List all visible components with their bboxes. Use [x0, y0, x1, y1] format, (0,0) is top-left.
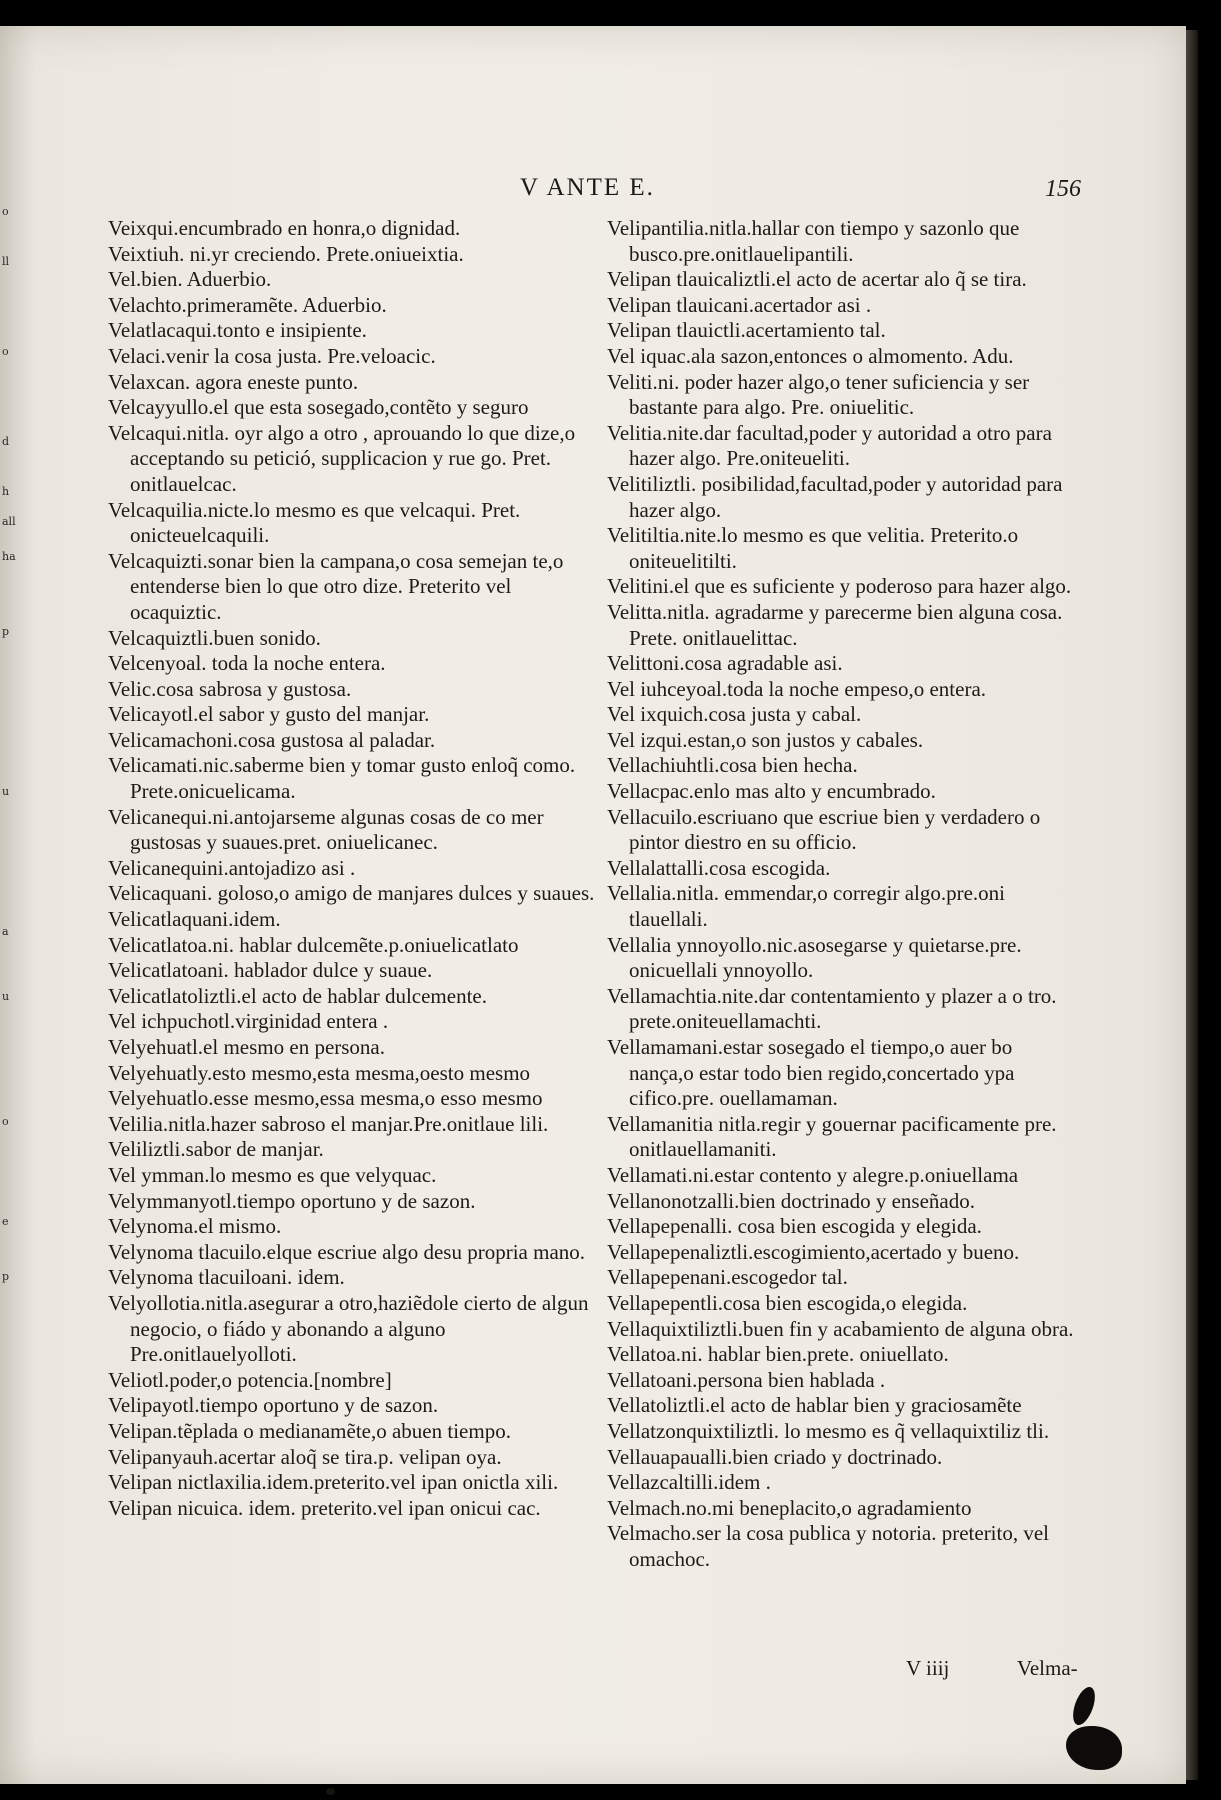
dictionary-entry: Velittoni.cosa agradable asi. [607, 651, 843, 676]
dictionary-entry: Vellazcaltilli.idem . [607, 1470, 771, 1495]
dictionary-entry: Vellatzonquixtiliztli. lo mesmo es q̃ vellaquixtiliz tli. [607, 1418, 1050, 1443]
bleed-fragment: u [2, 990, 10, 1003]
dictionary-entry: Velaci.venir la cosa justa. Pre.veloacic. [108, 343, 436, 368]
dictionary-entry: Vellalattalli.cosa escogida. [607, 855, 831, 880]
bleed-fragment: o [2, 1115, 9, 1128]
dictionary-entry: Vellamamani.estar sosegado el tiempo,o auer bo nança,o estar todo bien regido,concertado ypa cifico.pre. ouellamaman. [607, 1035, 1015, 1111]
bleed-fragment: all [2, 515, 16, 528]
dictionary-entry: Vel iuhceyoal.toda la noche empeso,o entera. [607, 676, 987, 701]
running-title: V ANTE E. [520, 174, 655, 201]
dictionary-entry: Vellamanitia nitla.regir y gouernar pacificamente pre. onitlauellamaniti. [607, 1111, 1057, 1162]
dictionary-entry: Velicatlaquani.idem. [108, 907, 281, 932]
bleed-fragment: p [2, 625, 10, 638]
dictionary-entry: Velitta.nitla. agradarme y parecerme bien alguna cosa. Prete. onitlauelittac. [607, 599, 1063, 650]
dictionary-entry: Velcaquiztli.buen sonido. [108, 625, 321, 650]
bleed-fragment: p [2, 1270, 10, 1283]
page-edge-shadow [1186, 30, 1198, 1780]
dictionary-entry: Velicamachoni.cosa gustosa al paladar. [108, 727, 436, 752]
dictionary-entry: Velicayotl.el sabor y gusto del manjar. [108, 702, 430, 727]
dictionary-entry: Vellatoliztli.el acto de hablar bien y graciosamẽte [607, 1393, 1022, 1418]
bleed-fragment: e [2, 1215, 9, 1228]
dictionary-entry: Velicatlatoliztli.el acto de hablar dulcemente. [108, 983, 487, 1008]
dictionary-entry: Velyehuatlo.esse mesmo,essa mesma,o esso mesmo [108, 1086, 543, 1111]
dictionary-entry: Vellatoani.persona bien hablada . [607, 1367, 886, 1392]
dictionary-entry: Velynoma tlacuiloani. idem. [108, 1265, 345, 1290]
dictionary-entry: Vellapepenaliztli.escogimiento,acertado y bueno. [607, 1239, 1020, 1264]
dictionary-entry: Velipan tlauicaliztli.el acto de acertar alo q̃ se tira. [607, 267, 1027, 292]
bleed-fragment: u [2, 785, 10, 798]
dictionary-entry: Velcaqui.nitla. oyr algo a otro , aprouando lo que dize,o acceptando su petició, supplicacion y rue go. Pret. onitlauelcac. [108, 420, 576, 496]
dictionary-entry: Velyehuatly.esto mesmo,esta mesma,oesto mesmo [108, 1060, 531, 1085]
dictionary-entry: Velcaquilia.nicte.lo mesmo es que velcaqui. Pret. onicteuelcaquili. [108, 497, 521, 548]
dictionary-entry: Vellaquixtiliztli.buen fin y acabamiento de alguna obra. [607, 1316, 1074, 1341]
dictionary-entry: Velymmanyotl.tiempo oportuno y de sazon. [108, 1188, 476, 1213]
dictionary-entry: Velipanyauh.acertar aloq̃ se tira.p. velipan oya. [108, 1444, 502, 1469]
dictionary-entry: Velipan nictlaxilia.idem.preterito.vel ipan onictla xili. [108, 1470, 559, 1495]
dictionary-entry: Velicanequini.antojadizo asi . [108, 855, 356, 880]
dictionary-entry: Vel izqui.estan,o son justos y cabales. [607, 727, 924, 752]
left-column [108, 216, 598, 1521]
catchword: Velma- [1017, 1656, 1078, 1680]
dictionary-entry: Velynoma tlacuilo.elque escriue algo desu propria mano. [108, 1239, 586, 1264]
dictionary-entry: Vellapepenalli. cosa bien escogida y elegida. [607, 1214, 982, 1239]
dictionary-entry: Velmacho.ser la cosa publica y notoria. preterito, vel omachoc. [607, 1521, 1050, 1571]
dictionary-entry: Vel ixquich.cosa justa y cabal. [607, 702, 862, 727]
dictionary-entry: Velitiliztli. posibilidad,facultad,poder y autoridad para hazer algo. [607, 471, 1063, 522]
dictionary-entry: Velicaquani. goloso,o amigo de manjares dulces y suaues. [108, 881, 595, 906]
dictionary-entry: Veliotl.poder,o potencia.[nombre] [108, 1367, 392, 1392]
dictionary-entry: Velatlacaqui.tonto e insipiente. [108, 318, 367, 343]
bleed-fragment: h [2, 485, 10, 498]
dictionary-entry: Veixtiuh. ni.yr creciendo. Prete.oniueixtia. [108, 241, 464, 266]
dictionary-entry: Velcenyoal. toda la noche entera. [108, 651, 386, 676]
dictionary-entry: Velipantilia.nitla.hallar con tiempo y sazonlo que busco.pre.onitlauelipantili. [607, 216, 1020, 266]
dictionary-entry: Vellamachtia.nite.dar contentamiento y plazer a o tro. prete.oniteuellamachti. [607, 983, 1057, 1034]
dictionary-entry: Velipayotl.tiempo oportuno y de sazon. [108, 1393, 439, 1418]
dictionary-entry: Veliliztli.sabor de manjar. [108, 1137, 324, 1162]
dictionary-entry: Vellacpac.enlo mas alto y encumbrado. [607, 779, 936, 804]
dictionary-entry: Vel ymman.lo mesmo es que velyquac. [108, 1162, 437, 1187]
dictionary-entry: Velicamati.nic.saberme bien y tomar gusto enloq̃ como. Prete.onicuelicama. [108, 753, 576, 804]
dictionary-entry: Veixqui.encumbrado en honra,o dignidad. [108, 216, 461, 240]
dictionary-entry: Velic.cosa sabrosa y gustosa. [108, 676, 352, 701]
dictionary-entry: Vellamati.ni.estar contento y alegre.p.oniuellama [607, 1162, 1019, 1187]
dictionary-entry: Vel iquac.ala sazon,entonces o almomento. Adu. [607, 343, 1014, 368]
bleed-fragment: o [2, 205, 9, 218]
dictionary-entry: Vellalia.nitla. emmendar,o corregir algo.pre.oni tlauellali. [607, 881, 1006, 932]
dictionary-entry: Velaxcan. agora eneste punto. [108, 369, 359, 394]
dictionary-entry: Velicanequi.ni.antojarseme algunas cosas de co mer gustosas y suaues.pret. oniuelicanec. [108, 804, 544, 855]
bleed-fragment: ha [2, 550, 16, 563]
ink-stain [1069, 1684, 1100, 1728]
dictionary-entry: Velipan tlauicani.acertador asi . [607, 292, 872, 317]
dictionary-entry: Velitini.el que es suficiente y poderoso para hazer algo. [607, 574, 1072, 599]
bleed-fragment: o [2, 345, 9, 358]
facing-page-bleed [0, 26, 20, 1784]
running-head [0, 174, 1186, 204]
signature-mark: V iiij [906, 1656, 950, 1680]
dictionary-entry: Vellalia ynnoyollo.nic.asosegarse y quietarse.pre. onicuellali ynnoyollo. [607, 932, 1022, 983]
dictionary-entry: Velitia.nite.dar facultad,poder y autoridad a otro para hazer algo. Pre.oniteueliti. [607, 420, 1052, 471]
dictionary-entry: Vellanonotzalli.bien doctrinado y enseñado. [607, 1188, 975, 1213]
ink-speck [326, 1788, 335, 1795]
dictionary-entry: Velipan.tẽplada o medianamẽte,o abuen tiempo. [108, 1418, 511, 1443]
dictionary-entry: Velicatlatoa.ni. hablar dulcemẽte.p.oniuelicatlato [108, 932, 519, 957]
dictionary-entry: Velyollotia.nitla.asegurar a otro,haziẽdole cierto de algun negocio, o fiádo y abonando a alguno Pre.onitlauelyolloti. [108, 1290, 589, 1367]
dictionary-entry: Velcayyullo.el que esta sosegado,contẽto y seguro [108, 395, 529, 420]
ink-stain [1066, 1726, 1122, 1770]
dictionary-entry: Vellacuilo.escriuano que escriue bien y verdadero o pintor diestro en su officio. [607, 804, 1041, 855]
dictionary-entry: Veliti.ni. poder hazer algo,o tener suficiencia y ser bastante para algo. Pre. oniuelitic. [607, 369, 1030, 420]
bleed-fragment: d [2, 435, 10, 448]
bleed-fragment: ll [2, 255, 10, 268]
dictionary-entry: Velmach.no.mi beneplacito,o agradamiento [607, 1495, 972, 1520]
dictionary-entry: Vel ichpuchotl.virginidad entera . [108, 1009, 389, 1034]
dictionary-entry: Vel.bien. Aduerbio. [108, 267, 272, 292]
dictionary-entry: Velipan tlauictli.acertamiento tal. [607, 318, 886, 343]
dictionary-entry: Vellatoa.ni. hablar bien.prete. oniuellato. [607, 1342, 949, 1367]
bleed-fragment: a [2, 925, 9, 938]
dictionary-entry: Vellachiuhtli.cosa bien hecha. [607, 753, 858, 778]
dictionary-entry: Velyehuatl.el mesmo en persona. [108, 1035, 385, 1059]
dictionary-entry: Velachto.primeramẽte. Aduerbio. [108, 292, 387, 317]
dictionary-entry: Vellapepentli.cosa bien escogida,o elegida. [607, 1290, 968, 1315]
dictionary-entry: Velipan nicuica. idem. preterito.vel ipan onicui cac. [108, 1495, 541, 1520]
dictionary-entry: Vellapepenani.escogedor tal. [607, 1265, 848, 1290]
dictionary-entry: Velilia.nitla.hazer sabroso el manjar.Pre.onitlaue lili. [108, 1111, 549, 1136]
right-column [607, 216, 1077, 1572]
dictionary-entry: Velcaquizti.sonar bien la campana,o cosa semejan te,o entenderse bien lo que otro dize. Preterito vel ocaquiztic. [108, 548, 564, 624]
dictionary-entry: Velynoma.el mismo. [108, 1214, 282, 1239]
dictionary-entry: Velitiltia.nite.lo mesmo es que velitia. Preterito.o oniteuelitilti. [607, 523, 1019, 573]
dictionary-entry: Vellauapaualli.bien criado y doctrinado. [607, 1444, 943, 1469]
folio-number: 156 [1045, 176, 1081, 202]
book-page [0, 26, 1186, 1784]
dictionary-entry: Velicatlatoani. hablador dulce y suaue. [108, 958, 433, 983]
